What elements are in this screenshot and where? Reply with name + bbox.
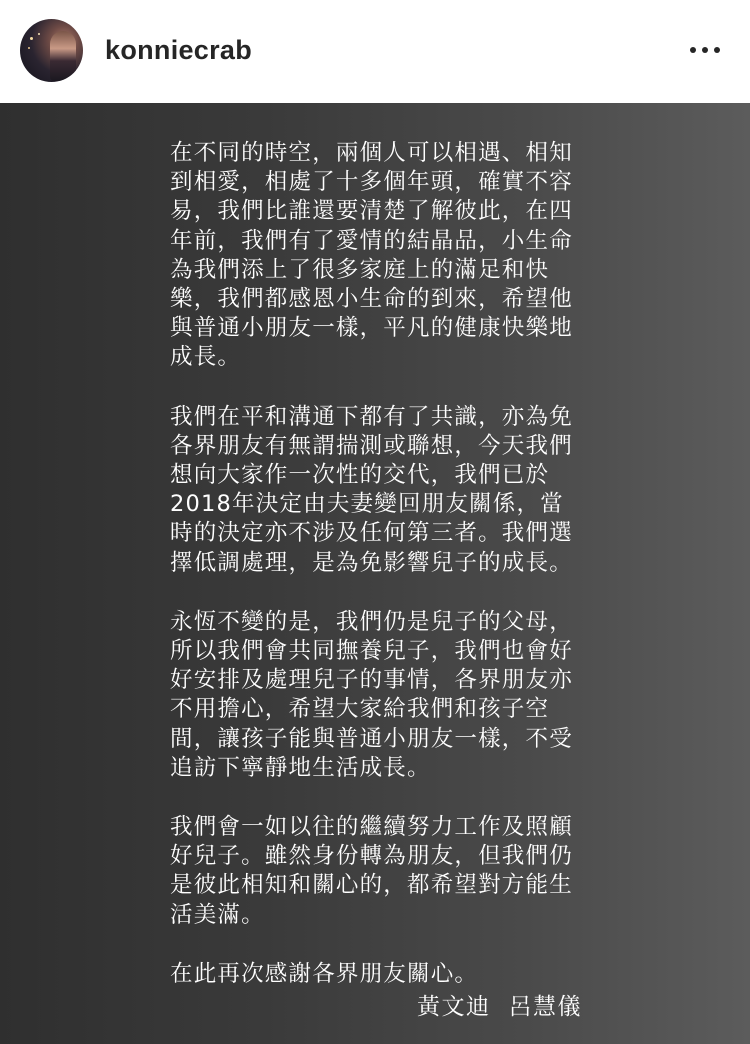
- text-line: 為我們添上了很多家庭上的滿足和快: [170, 256, 550, 283]
- text-line: 樂，我們都感恩小生命的到來，希望他: [170, 286, 573, 313]
- statement-text: [170, 139, 590, 1019]
- paragraph: [170, 813, 590, 930]
- paragraph: [170, 960, 590, 989]
- post-image[interactable]: [0, 103, 750, 1044]
- text-line: 好安排及處理兒子的事情，各界朋友亦: [170, 667, 573, 694]
- text-line: 不用擔心，希望大家給我們和孩子空: [170, 696, 550, 723]
- text-line: 到相愛，相處了十多個年頭，確實不容: [170, 169, 573, 196]
- avatar-light: [38, 33, 40, 35]
- text-line: 想向大家作一次性的交代，我們已於: [170, 462, 550, 489]
- text-line: 活美滿。: [170, 901, 265, 928]
- text-line: 時的決定亦不涉及任何第三者。我們選: [170, 520, 573, 547]
- text-line: 年前，我們有了愛情的結晶品，小生命: [170, 227, 573, 254]
- text-line: 與普通小朋友一樣，平凡的健康快樂地: [170, 315, 573, 342]
- ellipsis-dot: [714, 47, 720, 53]
- signature-name: 呂慧儀: [508, 994, 582, 1020]
- paragraph: [170, 608, 590, 783]
- text-line: 我們會一如以往的繼續努力工作及照顧: [170, 814, 573, 841]
- text-line: 擇低調處理，是為免影響兒子的成長。: [170, 549, 573, 576]
- text-line: 成長。: [170, 344, 242, 371]
- ellipsis-dot: [690, 47, 696, 53]
- ellipsis-dot: [702, 47, 708, 53]
- avatar[interactable]: [20, 19, 83, 82]
- avatar-figure: [50, 31, 76, 81]
- username[interactable]: konniecrab: [105, 35, 253, 65]
- paragraph: [170, 403, 590, 578]
- text-line: 2018年決定由夫妻變回朋友關係，當: [170, 491, 564, 518]
- text-line: 永恆不變的是，我們仍是兒子的父母，: [170, 608, 573, 635]
- text-line: 間，讓孩子能與普通小朋友一樣，不受: [170, 725, 573, 752]
- text-line: 是彼此相知和關心的，都希望對方能生: [170, 872, 573, 899]
- text-line: 在不同的時空，兩個人可以相遇、相知: [170, 140, 573, 166]
- signature-name: 黃文迪: [417, 994, 491, 1020]
- post-header: [0, 0, 750, 103]
- text-line: 所以我們會共同撫養兒子，我們也會好: [170, 638, 573, 665]
- text-line: 追訪下寧靜地生活成長。: [170, 754, 431, 781]
- paragraph: [170, 139, 590, 373]
- ellipsis-icon[interactable]: [688, 40, 724, 60]
- avatar-light: [30, 37, 33, 40]
- text-line: 好兒子。雖然身份轉為朋友，但我們仍: [170, 843, 573, 870]
- avatar-light: [28, 47, 30, 49]
- signature: [417, 988, 582, 1021]
- text-line: 我們在平和溝通下都有了共識，亦為免: [170, 403, 573, 430]
- text-line: 各界朋友有無謂揣測或聯想，今天我們: [170, 432, 573, 459]
- text-line: 易，我們比誰還要清楚了解彼此，在四: [170, 198, 573, 225]
- text-line: 在此再次感謝各界朋友關心。: [170, 960, 479, 987]
